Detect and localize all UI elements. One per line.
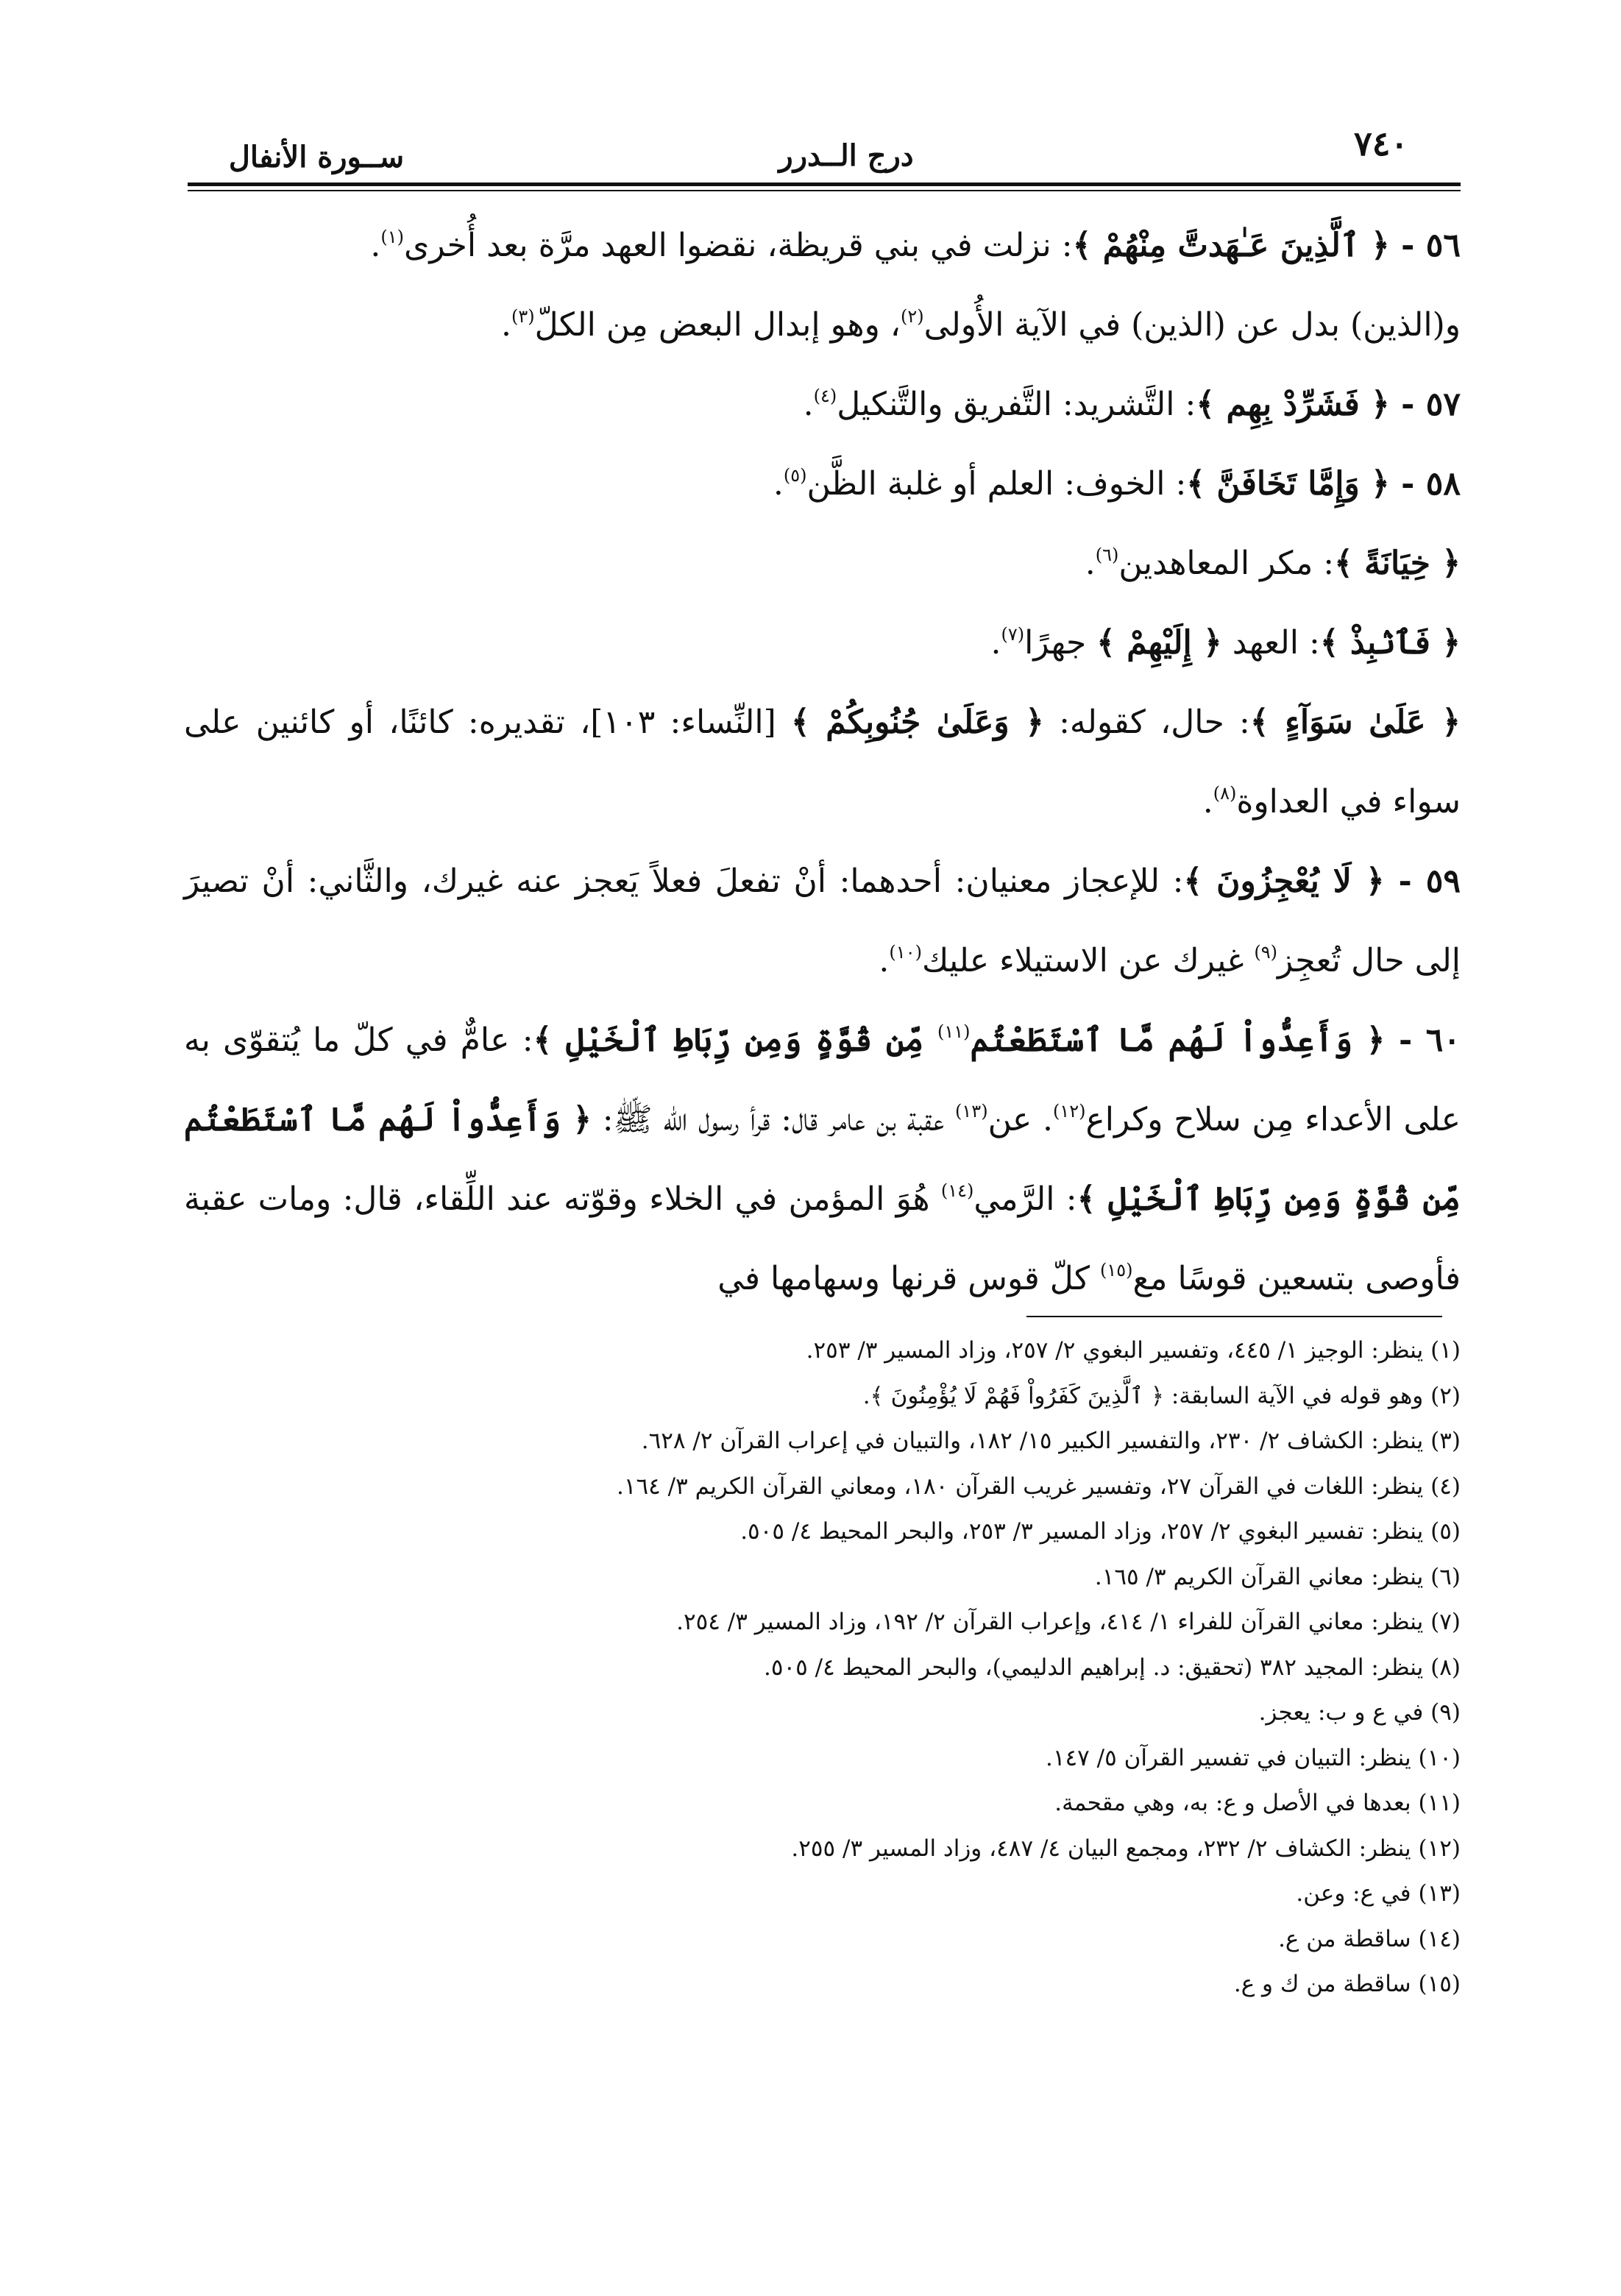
commentary-text	[184, 206, 1461, 1319]
comment-text: هُوَ المؤمن في الخلاء وقوّته عند اللِّقاء، قال: ومات عقبة فأوصى بتسعين قوسًا مع	[184, 1180, 1461, 1297]
footnote-ref: (٩)	[1254, 942, 1277, 963]
footnote-ref: (٥)	[783, 465, 807, 486]
comment-text: . عن	[987, 1101, 1054, 1138]
book-title: درج الــدرر	[778, 138, 914, 173]
verse-number: ٥٩ -	[1384, 862, 1461, 900]
quran-quote: ﴿ عَلَىٰ سَوَآءٍ ﴾	[1249, 704, 1461, 741]
footnote-ref: (٨)	[1213, 783, 1237, 804]
quran-quote: ﴿ فَٱنۢبِذْ ﴾	[1319, 624, 1461, 662]
verse-60-comment	[184, 1001, 1461, 1319]
comment-text: جهرًا	[1024, 624, 1097, 662]
comment-text: .	[1085, 545, 1096, 582]
quran-quote: مِّن قُوَّةٍ وَمِن رِّبَاطِ ٱلْخَيْلِ ﴾	[533, 1021, 937, 1059]
footnote-item: (١٢) ينظر: الكشاف ٢/ ٢٣٢، ومجمع البيان ٤/ ٤٨٧، وزاد المسير ٣/ ٢٥٥.	[791, 1835, 1461, 1862]
comment-text: : التَّشريد: التَّفريق والتَّنكيل	[837, 386, 1196, 423]
footnote-item: (١٤) ساقطة من ع.	[1278, 1925, 1461, 1952]
footnote-ref: (١٤)	[940, 1180, 974, 1201]
comment-text: .	[500, 306, 511, 344]
footnote-ref: (١٥)	[1099, 1260, 1133, 1280]
quran-quote: ﴿ لَا يُعْجِزُونَ ﴾	[1183, 862, 1385, 900]
footnote-item: (٣) ينظر: الكشاف ٢/ ٢٣٠، والتفسير الكبير ١٥/ ١٨٢، والتبيان في إعراب القرآن ٢/ ٦٢٨.	[641, 1428, 1461, 1454]
page-number: ٧٤٠	[1354, 124, 1409, 163]
comment-text: : عامٌّ في كلّ ما يُتقوّى به على الأعداء مِن سلاح وكراع	[184, 1021, 1461, 1138]
quran-quote: ﴿ فَشَرِّدْ بِهِم ﴾	[1196, 386, 1390, 423]
footnote-item: (٤) ينظر: اللغات في القرآن ٢٧، وتفسير غريب القرآن ١٨٠، ومعاني القرآن الكريم ٣/ ١٦٤.	[617, 1473, 1461, 1500]
verse-number: ٥٨ -	[1389, 465, 1461, 503]
verse-59-comment	[184, 842, 1461, 1001]
khiyana-comment	[184, 524, 1461, 603]
footnote-separator	[1026, 1316, 1442, 1317]
verse-number: ٦٠ -	[1385, 1021, 1461, 1059]
footnote-item: (٧) ينظر: معاني القرآن للفراء ١/ ٤١٤، وإعراب القرآن ٢/ ١٩٢، وزاد المسير ٣/ ٢٥٤.	[676, 1609, 1461, 1635]
quran-quote: ﴿ وَأَعِدُّواْ لَهُم مَّا ٱسْتَطَعْتُم مِّن قُوَّةٍ وَمِن رِّبَاطِ ٱلْخَيْلِ ﴾	[184, 1101, 1461, 1218]
footnote-ref: (١٢)	[1053, 1101, 1086, 1122]
comment-text: : مكر المعاهدين	[1118, 545, 1335, 582]
comment-text: : نزلت في بني قريظة، نقضوا العهد مرَّة بعد أُخرى	[403, 227, 1073, 264]
fanbidh-comment	[184, 603, 1461, 683]
footnote-ref: (٦)	[1095, 545, 1119, 565]
comment-text: : الخوف: العلم أو غلبة الظَّن	[806, 465, 1187, 503]
comment-text: .	[990, 624, 1001, 662]
footnote-ref: (١٣)	[955, 1101, 988, 1122]
footnote-item: (١١) بعدها في الأصل و ع: به، وهي مقحمة.	[1054, 1790, 1461, 1816]
comment-text: كلّ قوس قرنها وسهامها في	[717, 1260, 1100, 1297]
footnote-item: (١٥) ساقطة من ك و ع.	[1233, 1971, 1461, 1997]
surah-title: ســورة الأنفال	[228, 140, 405, 174]
footnotes	[368, 1328, 1461, 2008]
footnote-item: (٨) ينظر: المجيد ٣٨٢ (تحقيق: د. إبراهيم الدليمي)، والبحر المحيط ٤/ ٥٠٥.	[764, 1654, 1461, 1681]
comment-text: .	[370, 227, 381, 264]
quran-quote: ﴿ وَإِمَّا تَخَافَنَّ ﴾	[1186, 465, 1390, 503]
verse-56-comment	[184, 206, 1461, 365]
quran-quote: ﴿ وَأَعِدُّواْ لَهُم مَّا ٱسْتَطَعْتُم	[970, 1021, 1386, 1059]
quran-quote: ﴿ إِلَيْهِمْ ﴾	[1096, 624, 1222, 662]
verse-57-comment	[184, 365, 1461, 444]
header-rule-thick	[188, 183, 1461, 186]
footnote-item: (١٠) ينظر: التبيان في تفسير القرآن ٥/ ١٤٧.	[1045, 1744, 1461, 1771]
footnote-ref: (٤)	[813, 386, 837, 406]
comment-text: ، وهو إبدال البعض مِن الكلّ	[534, 306, 901, 344]
comment-text: غيرك عن الاستيلاء عليك	[921, 942, 1255, 979]
comment-text: عقبة بن عامر قال: قرأ رسول الله ﷺ:	[592, 1101, 956, 1138]
quran-quote: ﴿ ٱلَّذِينَ عَـٰهَدتَّ مِنْهُمْ ﴾	[1072, 227, 1390, 264]
comment-text: : العهد	[1221, 624, 1320, 662]
footnote-item: (١٣) في ع: وعن.	[1296, 1880, 1461, 1907]
footnote-item: (٢) وهو قوله في الآية السابقة: ﴿ ٱلَّذِينَ كَفَرُواْ فَهُمْ لَا يُؤْمِنُونَ ﴾.	[862, 1382, 1461, 1409]
footnote-ref: (١١)	[937, 1021, 971, 1042]
footnote-ref: (٣)	[511, 306, 535, 327]
footnote-ref: (٢)	[901, 306, 924, 327]
footnote-item: (٩) في ع و ب: يعجز.	[1258, 1699, 1461, 1726]
comment-text: .	[803, 386, 814, 423]
footnote-item: (١) ينظر: الوجيز ١/ ٤٤٥، وتفسير البغوي ٢/ ٢٥٧، وزاد المسير ٣/ ٢٥٣.	[806, 1337, 1461, 1364]
footnote-ref: (١٠)	[889, 942, 922, 963]
footnote-ref: (١)	[380, 227, 404, 247]
verse-number: ٥٧ -	[1389, 386, 1461, 423]
footnote-item: (٥) ينظر: تفسير البغوي ٢/ ٢٥٧، وزاد المسير ٣/ ٢٥٣، والبحر المحيط ٤/ ٥٠٥.	[740, 1518, 1461, 1545]
comment-text: و(الذين) بدل عن (الذين) في الآية الأُولى	[923, 306, 1461, 344]
comment-text: : للإعجاز معنيان: أحدهما: أنْ تفعلَ فعلاً يَعجز عنه غيرك، والثَّاني: أنْ تصيرَ إلى حال تُعجِز	[184, 862, 1461, 979]
verse-number: ٥٦ -	[1389, 227, 1461, 264]
comment-text: [النِّساء: ١٠٣]، تقديره: كائنًا، أو كائنين على سواء في العداوة	[184, 704, 1461, 821]
quran-quote: ﴿ وَعَلَىٰ جُنُوبِكُمْ ﴾	[790, 704, 1044, 741]
header-rule-thin	[188, 190, 1461, 191]
verse-58-comment	[184, 444, 1461, 524]
comment-text: .	[773, 465, 784, 503]
footnote-ref: (٧)	[1001, 624, 1025, 645]
comment-text: : حال، كقوله:	[1043, 704, 1250, 741]
comment-text: .	[879, 942, 890, 979]
ala-sawa-comment	[184, 683, 1461, 842]
comment-text: : الرَّمي	[973, 1180, 1077, 1218]
comment-text: .	[1202, 783, 1213, 821]
quran-quote: ﴿ خِيَانَةً ﴾	[1334, 545, 1461, 582]
footnote-item: (٦) ينظر: معاني القرآن الكريم ٣/ ١٦٥.	[1094, 1563, 1461, 1590]
